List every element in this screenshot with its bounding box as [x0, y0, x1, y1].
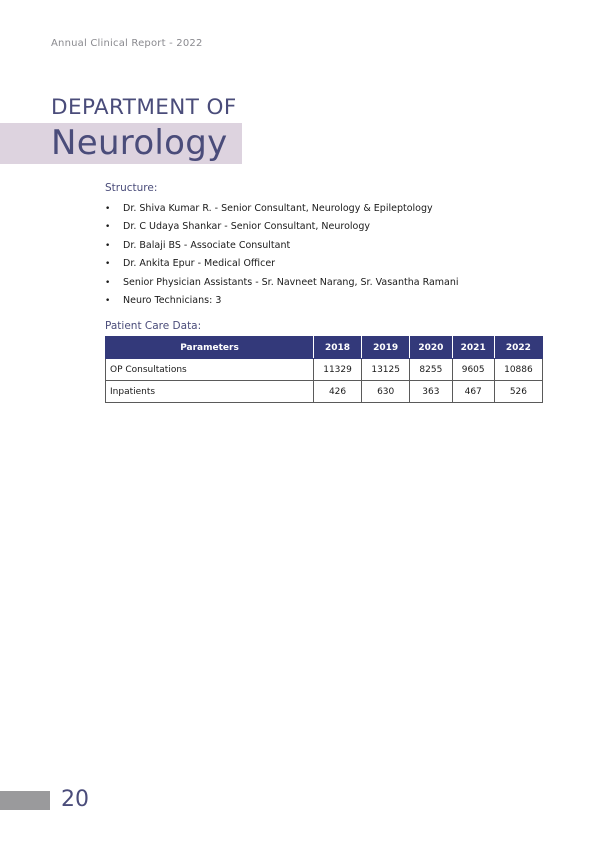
table-cell: 9605 — [452, 359, 494, 381]
table-cell: 630 — [362, 381, 410, 403]
list-item — [105, 255, 545, 273]
row-label: Inpatients — [106, 381, 314, 403]
list-item — [105, 200, 545, 218]
list-item — [105, 218, 545, 236]
column-header: 2019 — [362, 337, 410, 359]
table-cell: 10886 — [494, 359, 542, 381]
column-header: Parameters — [106, 337, 314, 359]
list-item-text: Senior Physician Assistants - Sr. Navneet Narang, Sr. Vasantha Ramani — [123, 276, 459, 288]
list-item — [105, 292, 545, 310]
structure-heading: Structure: — [105, 182, 158, 194]
bullet-icon: • — [105, 240, 111, 251]
patient-care-table — [105, 336, 543, 403]
footer-bar — [0, 791, 50, 810]
table-cell: 13125 — [362, 359, 410, 381]
table-row — [106, 381, 543, 403]
bullet-icon: • — [105, 259, 111, 270]
table-row — [106, 359, 543, 381]
table-cell: 526 — [494, 381, 542, 403]
table-cell: 426 — [314, 381, 362, 403]
list-item — [105, 237, 545, 255]
bullet-icon: • — [105, 204, 111, 214]
bullet-icon: • — [105, 222, 111, 233]
table-cell: 363 — [410, 381, 452, 403]
table-cell: 467 — [452, 381, 494, 403]
page-number: 20 — [61, 787, 89, 812]
list-item-text: Neuro Technicians: 3 — [123, 294, 222, 306]
structure-list — [105, 200, 545, 310]
column-header: 2018 — [314, 337, 362, 359]
department-title: Neurology — [51, 123, 228, 163]
table-header-row — [106, 337, 543, 359]
row-label: OP Consultations — [106, 359, 314, 381]
department-kicker: DEPARTMENT OF — [51, 95, 237, 120]
list-item-text: Dr. C Udaya Shankar - Senior Consultant, Neurology — [123, 221, 370, 233]
running-header: Annual Clinical Report - 2022 — [51, 38, 203, 49]
table-cell: 8255 — [410, 359, 452, 381]
bullet-icon: • — [105, 277, 111, 288]
column-header: 2021 — [452, 337, 494, 359]
list-item-text: Dr. Ankita Epur - Medical Officer — [123, 258, 276, 270]
column-header: 2022 — [494, 337, 542, 359]
list-item — [105, 274, 545, 292]
list-item-text: Dr. Shiva Kumar R. - Senior Consultant, Neurology & Epileptology — [123, 203, 433, 214]
list-item-text: Dr. Balaji BS - Associate Consultant — [123, 239, 291, 251]
table-cell: 11329 — [314, 359, 362, 381]
bullet-icon: • — [105, 295, 111, 306]
patient-care-heading: Patient Care Data: — [105, 320, 202, 332]
column-header: 2020 — [410, 337, 452, 359]
